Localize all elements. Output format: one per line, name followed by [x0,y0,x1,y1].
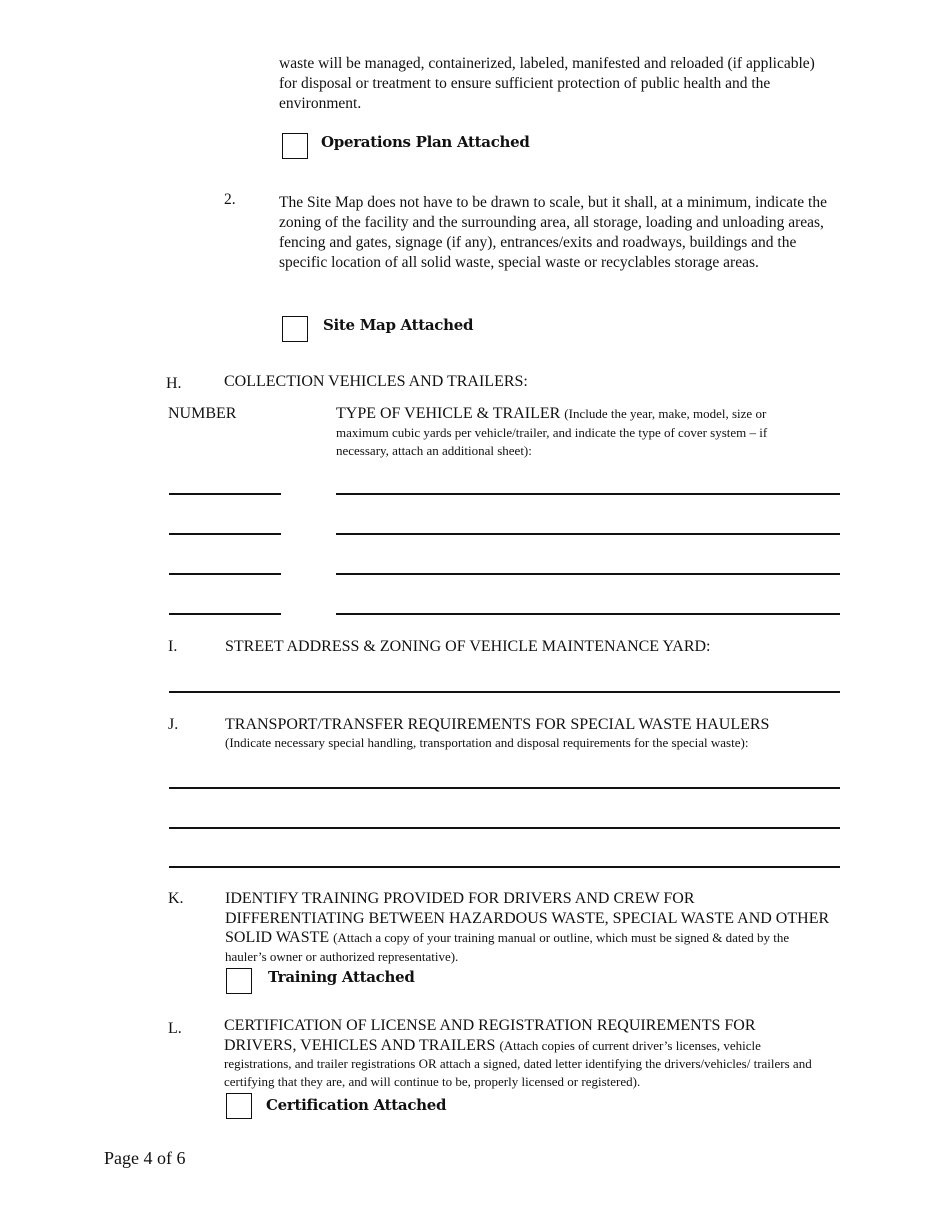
section-l-title: CERTIFICATION OF LICENSE AND REGISTRATION REQUIREMENTS FOR DRIVERS, VEHICLES AND TRAILERS [224,1017,756,1054]
section-j-note: (Indicate necessary special handling, transportation and disposal requirements for the special waste): [225,735,749,750]
training-checkbox[interactable] [226,968,252,994]
vehicle-type-line-2[interactable] [336,533,840,535]
special-waste-line-3[interactable] [169,866,840,868]
certification-label: Certification Attached [266,1096,447,1114]
vehicle-number-line-3[interactable] [169,573,281,575]
operations-plan-checkbox[interactable] [282,133,308,159]
page-number: Page 4 of 6 [104,1148,186,1168]
site-map-checkbox[interactable] [282,316,308,342]
certification-checkbox[interactable] [226,1093,252,1119]
column-header-type-note: (Include the year, make, model, size or maximum cubic yards per vehicle/trailer, and indicate the type of cover system – if necessary, attach an additional sheet): [336,406,768,458]
operations-plan-paragraph: waste will be managed, containerized, labeled, manifested and reloaded (if applicable) for disposal or treatment to ensure sufficient protection of public health and the environment. [279,55,815,112]
special-waste-line-1[interactable] [169,787,840,789]
column-header-number: NUMBER [168,405,237,422]
site-map-label: Site Map Attached [323,316,474,334]
vehicle-number-line-2[interactable] [169,533,281,535]
vehicle-type-line-4[interactable] [336,613,840,615]
section-h-title: COLLECTION VEHICLES AND TRAILERS: [224,373,528,390]
section-l-note: (Attach copies of current driver’s licenses, vehicle registrations, and trailer registrations OR attach a signed, dated letter identifying the drivers/vehicles/ trailers and certifying that they are, and will continue to be, properly licensed or registered). [224,1037,812,1089]
vehicle-number-line-1[interactable] [169,493,281,495]
section-k-title: IDENTIFY TRAINING PROVIDED FOR DRIVERS AND CREW FOR DIFFERENTIATING BETWEEN HAZARDOUS WASTE, SPECIAL WASTE AND OTHER SOLID WASTE [225,890,830,946]
maintenance-yard-line[interactable] [169,691,840,693]
section-j-title: TRANSPORT/TRANSFER REQUIREMENTS FOR SPECIAL WASTE HAULERS [225,716,770,733]
vehicle-type-line-1[interactable] [336,493,840,495]
section-l-text [224,1016,814,1091]
section-l-letter: L. [168,1020,182,1037]
section-k-letter: K. [168,890,184,907]
site-map-paragraph: The Site Map does not have to be drawn to scale, but it shall, at a minimum, indicate the zoning of the facility and the surrounding area, all storage, loading and unloading areas, fencing and gates, signage (if any), entrances/exits and roadways, buildings and the specific location of all solid waste, special waste or recyclables storage areas. [279,194,827,271]
operations-plan-label: Operations Plan Attached [321,133,530,151]
vehicle-type-line-3[interactable] [336,573,840,575]
section-k-note: (Attach a copy of your training manual or outline, which must be signed & dated by the hauler’s owner or authorized representative). [225,930,790,964]
training-label: Training Attached [268,968,415,986]
section-i-title: STREET ADDRESS & ZONING OF VEHICLE MAINTENANCE YARD: [225,638,711,655]
special-waste-line-2[interactable] [169,827,840,829]
column-header-type [336,404,816,460]
section-k-text [225,889,830,966]
section-j-letter: J. [168,716,179,733]
section-h-letter: H. [166,375,182,392]
item-2-number: 2. [224,191,236,208]
section-i-letter: I. [168,638,178,655]
column-header-type-main: TYPE OF VEHICLE & TRAILER [336,405,561,422]
vehicle-number-line-4[interactable] [169,613,281,615]
